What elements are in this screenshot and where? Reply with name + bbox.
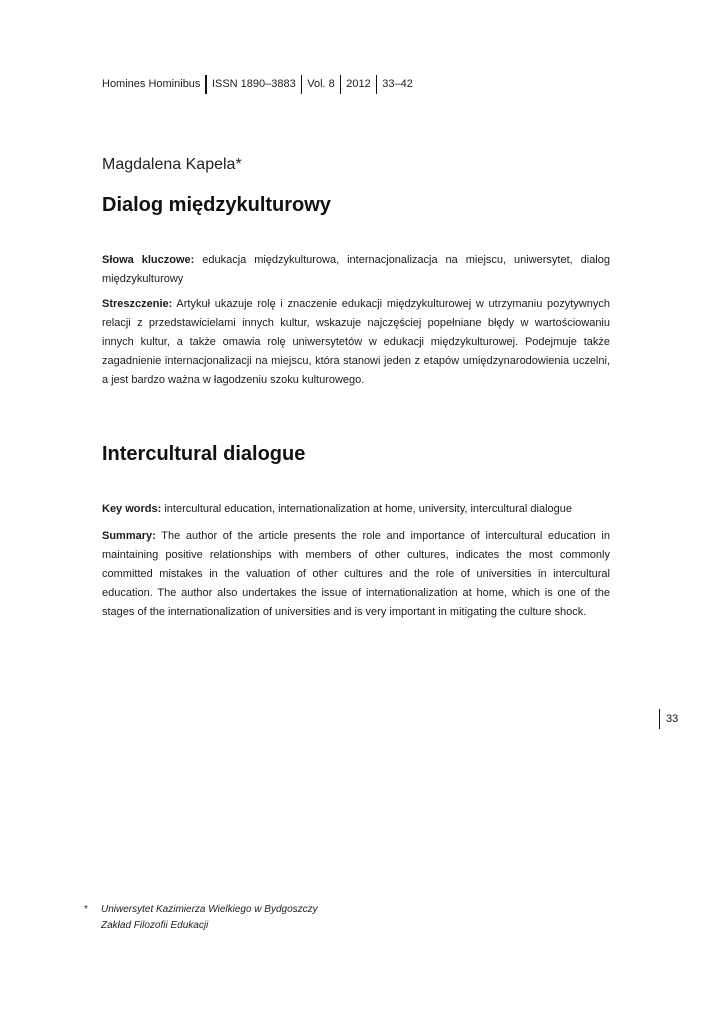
abstract-polish [102,295,610,390]
keywords-english-text: intercultural education, internationalization at home, university, intercultural dialogue [164,503,572,515]
title-english: Intercultural dialogue [102,443,306,465]
abstract-polish-label: Streszczenie: [102,298,173,310]
affiliation-university: Uniwersytet Kazimierza Wielkiego w Bydgoszczy [101,904,318,915]
author-name: Magdalena Kapela* [102,156,242,173]
running-header [102,74,418,94]
journal-name: Homines Hominibus [102,78,201,90]
abstract-english-text: The author of the article presents the role and importance of intercultural education in maintaining positive relationships with members of other cultures, indicates the most commonly committed mistakes in the valuation of other cultures and the role of universities in intercultural education. The author also undertakes the issue of internationalization at home, which is one of the stages of the internationalization of universities and is very important in mitigating the culture shock. [102,530,610,618]
footnote-mark: * [84,904,88,915]
page-number: 33 [659,709,678,729]
issn: ISSN 1890–3883 [211,78,296,90]
keywords-english [102,500,610,519]
keywords-english-label: Key words: [102,503,162,515]
affiliation-department: Zakład Filozofii Edukacji [101,920,209,931]
volume: Vol. 8 [307,78,335,90]
keywords-polish [102,251,610,289]
title-polish: Dialog międzykulturowy [102,194,331,216]
page-range: 33–42 [382,78,413,90]
abstract-english [102,527,610,622]
keywords-polish-label: Słowa kluczowe: [102,254,195,266]
keywords-polish-text: edukacja międzykulturowa, internacjonalizacja na miejscu, uniwersytet, dialog międzykulturowy [102,254,610,285]
author-footnote [84,902,318,934]
abstract-english-label: Summary: [102,530,156,542]
year: 2012 [346,78,371,90]
abstract-polish-text: Artykuł ukazuje rolę i znaczenie edukacji międzykulturowej w utrzymaniu pozytywnych relacji z przedstawicielami innych kultur, wskazuje najczęściej popełniane błędy w wartościowaniu innych kultur, a także omawia rolę uniwersytetów w edukacji międzykulturowej. Podejmuje także zagadnienie internacjonalizacji na miejscu, która stanowi jeden z etapów umiędzynarodowienia uczelni, a jest bardzo ważna w łagodzeniu szoku kulturowego. [102,298,610,386]
